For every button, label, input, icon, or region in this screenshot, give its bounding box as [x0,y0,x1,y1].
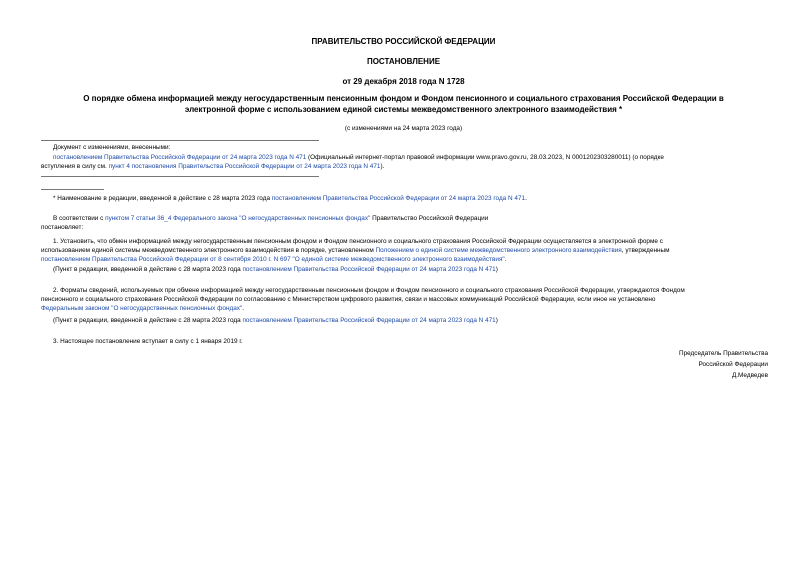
signature-title: Председатель Правительства [679,350,768,357]
item2-line1: 2. Форматы сведений, используемых при обмене информацией между негосударственным пенсионным фондом и Фондом пенсионного и социального страхования Российской Федерации, утверждаются Фондом [53,287,685,294]
item1-line2: использованием единой системы межведомственного электронного взаимодействия в порядке, установленном Положением о единой системе межведомственного электронного взаимодействия, утвержденным [41,247,670,254]
changes-line2: вступления в силу см. пункт 4 постановления Правительства Российской Федерации от 24 марта 2023 года N 471). [41,163,385,170]
government-heading: ПРАВИТЕЛЬСТВО РОССИЙСКОЙ ФЕДЕРАЦИИ [311,37,496,46]
item1-edition-note: (Пункт в редакции, введенной в действие с 28 марта 2023 года постановлением Правительства Российской Федерации от 24 марта 2023 года N 471) [53,266,498,273]
footnote-divider [41,189,104,190]
decree-697-link[interactable]: постановлением Правительства Российской Федерации от 8 сентября 2010 г. N 697 "О единой системе межведомственного электронного взаимодействия" [41,256,505,263]
changes-line1 [53,154,664,163]
item2-line2: пенсионного и социального страхования Российской Федерации по согласованию с Министерством цифрового развития, связи и массовых коммуникаций Российской Федерации, если иное не установлено [41,296,656,303]
item1-line3: постановлением Правительства Российской Федерации от 8 сентября 2010 г. N 697 "О единой системе межведомственного электронного взаимодействия". [41,256,507,263]
doc-type-heading: ПОСТАНОВЛЕНИЕ [366,57,441,66]
footnote: * Наименование в редакции, введенной в действие с 28 марта 2023 года постановлением Правительства Российской Федерации от 24 марта 2023 года N 471. [53,195,527,202]
changes-top-divider [41,140,319,141]
changes-intro: Документ с изменениями, внесенными: [53,144,171,151]
preamble-line1: В соответствии с пунктом 7 статьи 36_4 Федерального закона "О негосударственных пенсионных фондах" Правительство Российской Федерации [53,215,489,222]
document-title-line2: электронной форме с использованием единой системы межведомственного электронного взаимодействия * [184,105,623,114]
edition-note: (с изменениями на 24 марта 2023 года) [344,125,463,132]
changes-source-text: (Официальный интернет-портал правовой информации www.pravo.gov.ru, 28.03.2023, N 0001202303280011) (о порядке [306,154,664,161]
federal-law-link-2[interactable]: Федеральным законом "О негосударственных пенсионных фондах" [41,305,243,312]
federal-law-link[interactable]: пунктом 7 статьи 36_4 Федерального закона "О негосударственных пенсионных фондах" [105,215,371,222]
amendment-link[interactable]: постановлением Правительства Российской Федерации от 24 марта 2023 года N 471 [53,154,307,161]
signature-country: Российской Федерации [698,361,768,368]
preamble-decree: постановляет: [41,224,84,231]
date-number-heading: от 29 декабря 2018 года N 1728 [342,77,465,86]
amendment-point-link[interactable]: пункт 4 постановления Правительства Российской Федерации от 24 марта 2023 года N 471 [108,163,381,170]
footnote-link[interactable]: постановлением Правительства Российской Федерации от 24 марта 2023 года N 471 [271,195,526,202]
item1-line1: 1. Установить, что обмен информацией между негосударственным пенсионным фондом и Фондом пенсионного и социального страхования Российской Федерации осуществляется в электронной форме с [53,238,663,245]
regulation-link[interactable]: Положением о единой системе межведомственного электронного взаимодействия [375,247,622,254]
item3: 3. Настоящее постановление вступает в силу с 1 января 2019 г. [53,338,243,345]
changes-bottom-divider [41,176,319,177]
signature-name: Д.Медведев [731,372,768,379]
changes-see-text: вступления в силу см. [41,163,109,170]
item2-edition-note: (Пункт в редакции, введенной в действие с 28 марта 2023 года постановлением Правительства Российской Федерации от 24 марта 2023 года N 471) [53,317,498,324]
document-title-line1: О порядке обмена информацией между негосударственным пенсионным фондом и Фондом пенсионного и социального страхования Российской Федерации в [83,94,724,103]
item1-amendment-link[interactable]: постановлением Правительства Российской Федерации от 24 марта 2023 года N 471 [242,266,496,273]
item2-line3: Федеральным законом "О негосударственных пенсионных фондах". [41,305,245,312]
item2-amendment-link[interactable]: постановлением Правительства Российской Федерации от 24 марта 2023 года N 471 [242,317,496,324]
